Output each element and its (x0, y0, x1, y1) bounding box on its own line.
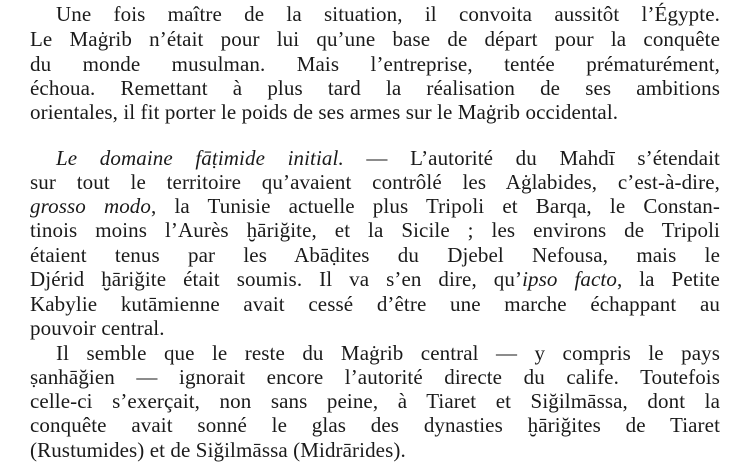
paragraph-2-line (30, 243, 720, 267)
paragraph-3-line (30, 389, 720, 413)
paragraph-2-line (30, 267, 720, 291)
paragraph-1-line (30, 76, 720, 100)
text-run: (Rustumides) et de Siğilmāssa (Midrārides). (30, 438, 406, 462)
text-run: celle-ci s’exerçait, non sans peine, à Tiaret et Siğilmāssa, dont la (30, 389, 720, 413)
text-run: Le Maġrib n’était pour lui qu’une base de départ pour la conquête (30, 27, 720, 51)
text-run: tinois moins l’Aurès ḫāriğite, et la Sicile ; les environs de Tripoli (30, 218, 720, 242)
text-run: étaient tenus par les Abāḍites du Djebel Nefousa, mais le (30, 243, 720, 267)
text-run: — L’autorité du Mahdī s’étendait (343, 146, 720, 170)
paragraph-1-line (30, 27, 720, 51)
text-run: Djérid ḫāriğite était soumis. Il va s’en dire, qu’ (30, 267, 523, 291)
paragraph-1-line (30, 52, 720, 76)
italic-text: Le domaine fāṭimide initial. (56, 146, 344, 170)
text-run: conquête avait sonné le glas des dynasties ḫāriğites de Tiaret (30, 413, 720, 437)
paragraph-2-line (30, 194, 720, 218)
paragraph-2-line (56, 146, 720, 170)
paragraph-1-line (30, 100, 720, 124)
text-run: Une fois maître de la situation, il convoita aussitôt l’Égypte. (56, 2, 720, 26)
text-run: du monde musulman. Mais l’entreprise, tentée prématurément, (30, 52, 720, 76)
paragraph-3-line (30, 438, 720, 462)
paragraph-2-line (30, 218, 720, 242)
text-run: orientales, il fit porter le poids de ses armes sur le Maġrib occidental. (30, 100, 619, 124)
paragraph-2-line (30, 292, 720, 316)
text-run: ṣanhāğien — ignorait encore l’autorité directe du calife. Toutefois (30, 365, 720, 389)
text-run: sur tout le territoire qu’avaient contrôlé les Aġlabides, c’est-à-dire, (30, 170, 720, 194)
paragraph-3-line (30, 413, 720, 437)
text-run: Kabylie kutāmienne avait cessé d’être une marche échappant au (30, 292, 720, 316)
italic-text: grosso modo (30, 194, 152, 218)
text-run: échoua. Remettant à plus tard la réalisation de ses ambitions (30, 76, 720, 100)
text-run: , la Tunisie actuelle plus Tripoli et Barqa, le Constan- (151, 194, 720, 218)
paragraph-1-line (56, 2, 720, 26)
paragraph-3-line (30, 365, 720, 389)
text-run: , la Petite (616, 267, 720, 291)
paragraph-3-line (56, 341, 720, 365)
italic-text: ipso facto (522, 267, 617, 291)
paragraph-2-line (30, 316, 720, 340)
text-run: Il semble que le reste du Maġrib central — y compris le pays (56, 341, 720, 365)
text-run: pouvoir central. (30, 316, 165, 340)
paragraph-2-line (30, 170, 720, 194)
